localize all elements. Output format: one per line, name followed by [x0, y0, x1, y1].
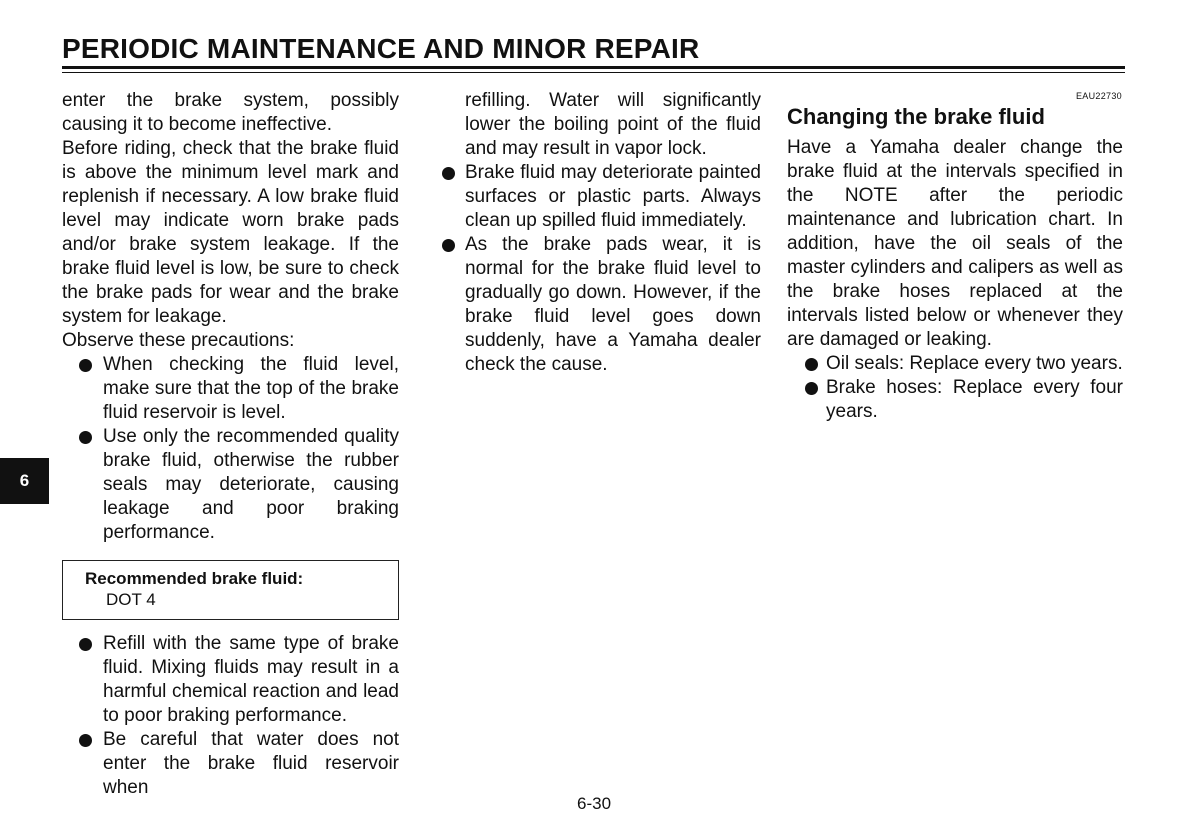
column-2 — [440, 89, 761, 377]
header-rule-thin — [62, 72, 1125, 73]
section-heading: Changing the brake fluid — [787, 104, 1045, 129]
bullet-dot-icon — [79, 638, 92, 651]
continuation-paragraph: refilling. Water will significantly lower the boiling point of the fluid and may result in vapor lock. — [465, 90, 761, 159]
intro-paragraph: enter the brake system, possibly causing it to become ineffective. — [62, 90, 399, 135]
precautions-intro: Observe these precautions: — [62, 330, 295, 351]
list-item: Brake fluid may deteriorate painted surfaces or plastic parts. Always clean up spilled fluid immediately. — [440, 161, 761, 233]
header-rule-thick — [62, 66, 1125, 69]
spec-value: DOT 4 — [106, 590, 156, 609]
replacement-intervals-list — [803, 352, 1123, 424]
bullet-dot-icon — [442, 167, 455, 180]
list-item: As the brake pads wear, it is normal for the brake fluid level to gradually go down. However, if the brake fluid level goes down suddenly, have a Yamaha dealer check the cause. — [440, 233, 761, 377]
bullet-dot-icon — [805, 382, 818, 395]
brake-fluid-change-paragraph: Have a Yamaha dealer change the brake fluid at the intervals specified in the NOTE after the periodic maintenance and lubrication chart. In addition, have the oil seals of the master cylinders and calipers as well as the brake hoses replaced at the intervals listed below or whenever they are damaged or leaking. — [787, 137, 1123, 350]
page-title: PERIODIC MAINTENANCE AND MINOR REPAIR — [62, 33, 700, 64]
bullet-dot-icon — [79, 359, 92, 372]
page-number: 6-30 — [577, 794, 612, 813]
precautions-list-continued — [62, 632, 399, 800]
bullet-dot-icon — [79, 431, 92, 444]
recommended-fluid-box — [62, 560, 399, 620]
spec-label: Recommended brake fluid: — [85, 569, 304, 588]
precautions-list — [62, 353, 399, 545]
list-item: Be careful that water does not enter the brake fluid reservoir when — [62, 728, 399, 800]
chapter-tab: 6 — [0, 458, 49, 504]
list-item: Brake hoses: Replace every four years. — [803, 376, 1123, 424]
bullet-dot-icon — [442, 239, 455, 252]
list-item: Use only the recommended quality brake fluid, otherwise the rubber seals may deteriorate, causing leakage and poor braking performance. — [62, 425, 399, 545]
precautions-list-col2 — [440, 161, 761, 377]
brake-fluid-check-paragraph: Before riding, check that the brake fluid is above the minimum level mark and replenish if necessary. A low brake fluid level may indicate worn brake pads and/or brake system leakage. If the brake fluid level is low, be sure to check the brake pads for wear and the brake system for leakage. — [62, 138, 399, 327]
list-item: When checking the fluid level, make sure that the top of the brake fluid reservoir is level. — [62, 353, 399, 425]
list-item: Oil seals: Replace every two years. — [803, 352, 1123, 376]
column-1 — [62, 89, 399, 800]
document-code: EAU22730 — [1076, 91, 1122, 101]
column-3 — [787, 89, 1123, 424]
bullet-dot-icon — [805, 358, 818, 371]
bullet-dot-icon — [79, 734, 92, 747]
list-item: Refill with the same type of brake fluid. Mixing fluids may result in a harmful chemical reaction and lead to poor braking performance. — [62, 632, 399, 728]
